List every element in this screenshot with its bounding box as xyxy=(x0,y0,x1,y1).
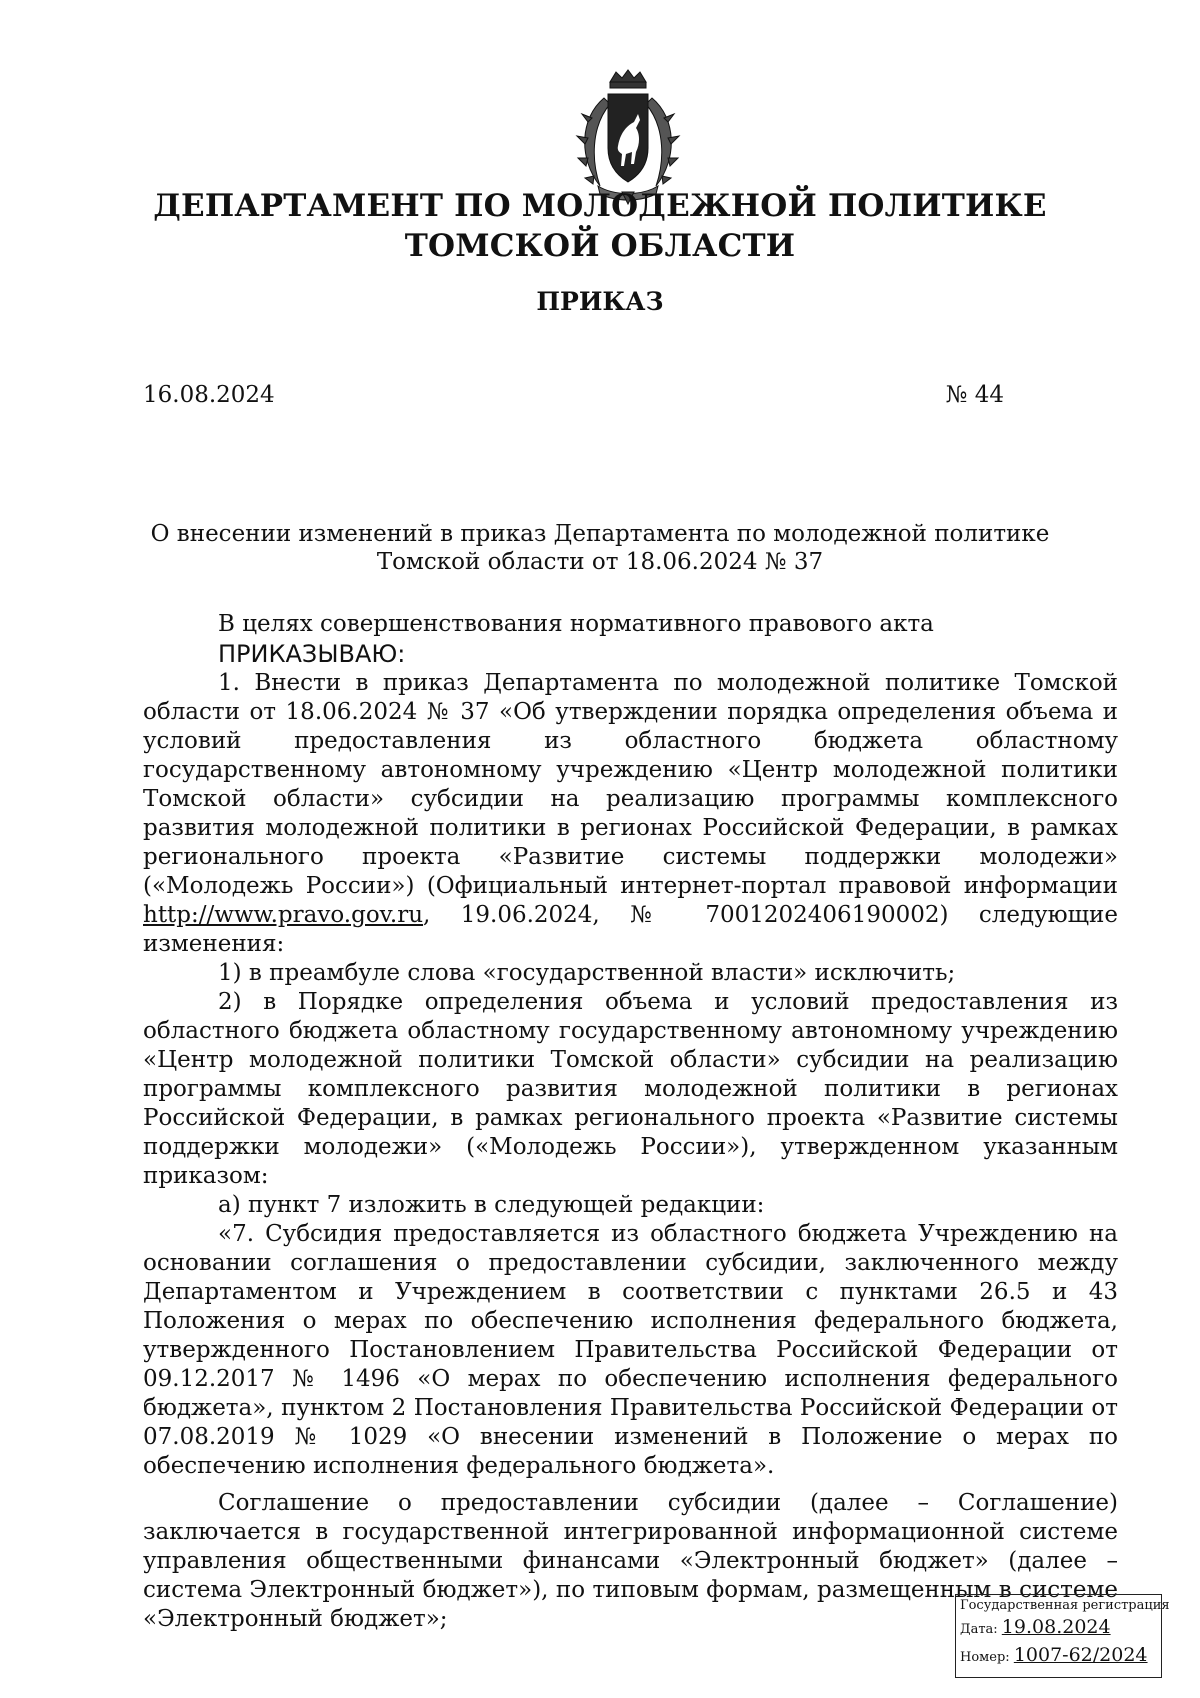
agreement-paragraph: Соглашение о предоставлении субсидии (далее – Соглашение) заключается в государственной интегрированной информационной системе управления общественными финансами «Электронный бюджет» (далее – система Электронный бюджет»), по типовым формам, размещенным в системе «Электронный бюджет»; xyxy=(143,1490,1118,1632)
decree-word: ПРИКАЗЫВАЮ: xyxy=(218,640,406,668)
registration-number-value: 1007-62/2024 xyxy=(1013,1644,1148,1666)
subject-line1: О внесении изменений в приказ Департамента по молодежной политике xyxy=(150,521,1050,547)
registration-number-row xyxy=(960,1643,1148,1670)
subitem-a-paragraph: а) пункт 7 изложить в следующей редакции: xyxy=(218,1192,765,1218)
paragraph-gap xyxy=(143,1481,1118,1489)
document-type-title: ПРИКАЗ xyxy=(536,287,664,316)
quoted-item7-paragraph: «7. Субсидия предоставляется из областного бюджета Учреждению на основании соглашения о предоставлении субсидии, заключенного между Департаментом и Учреждением в соответствии с пунктами 26.5 и 43 Положения о мерах по обеспечению исполнения федерального бюджета, утвержденного Постановлением Правительства Российской Федерации от 09.12.2017 № 1496 «О мерах по обеспечению исполнения федерального бюджета», пунктом 2 Постановления Правительства Российской Федерации от 07.08.2019 № 1029 «О внесении изменений в Положение о мерах по обеспечению исполнения федерального бюджета». xyxy=(143,1221,1118,1479)
subject-line2: Томской области от 18.06.2024 № 37 xyxy=(376,549,824,575)
purpose-paragraph: В целях совершенствования нормативного правового акта xyxy=(218,611,934,637)
item1-text-before: 1. Внести в приказ Департамента по молодежной политике Томской области от 18.06.2024 № 37 «Об утверждении порядка определения объема и условий предоставления из областного бюджета областному государственному автономному учреждению «Центр молодежной политики Томской области» субсидии на реализацию программы комплексного развития молодежной политики в регионах Российской Федерации, в рамках регионального проекта «Развитие системы поддержки молодежи» («Молодежь России») (Официальный интернет-портал правовой информации xyxy=(143,670,1118,899)
organization-name-line1: ДЕПАРТАМЕНТ ПО МОЛОДЕЖНОЙ ПОЛИТИКЕ xyxy=(153,188,1047,224)
subitem1-paragraph: 1) в преамбуле слова «государственной власти» исключить; xyxy=(218,960,956,986)
registration-date-value: 19.08.2024 xyxy=(1001,1616,1111,1638)
registration-date-row xyxy=(960,1615,1111,1642)
registration-title: Государственная регистрация xyxy=(960,1598,1170,1613)
order-subject xyxy=(140,520,1060,576)
subitem2-paragraph: 2) в Порядке определения объема и условий предоставления из областного бюджета областному государственному автономному учреждению «Центр молодежной политики Томской области» субсидии на реализацию программы комплексного развития молодежной политики в регионах Российской Федерации, в рамках регионального проекта «Развитие системы поддержки молодежи» («Молодежь России»), утвержденном указанным приказом: xyxy=(143,989,1118,1189)
registration-number-label: Номер: xyxy=(960,1650,1010,1665)
item1-paragraph xyxy=(143,669,1118,959)
order-body xyxy=(143,610,1118,1634)
order-number: № 44 xyxy=(945,382,1004,408)
order-date: 16.08.2024 xyxy=(143,382,275,408)
item1-text-after: , 19.06.2024, № 7001202406190002) следующие изменения: xyxy=(143,902,1118,957)
pravo-gov-link[interactable]: http://www.pravo.gov.ru xyxy=(143,902,424,928)
organization-name-line2: ТОМСКОЙ ОБЛАСТИ xyxy=(404,228,796,264)
registration-date-label: Дата: xyxy=(960,1622,998,1637)
registration-stamp xyxy=(955,1594,1170,1678)
